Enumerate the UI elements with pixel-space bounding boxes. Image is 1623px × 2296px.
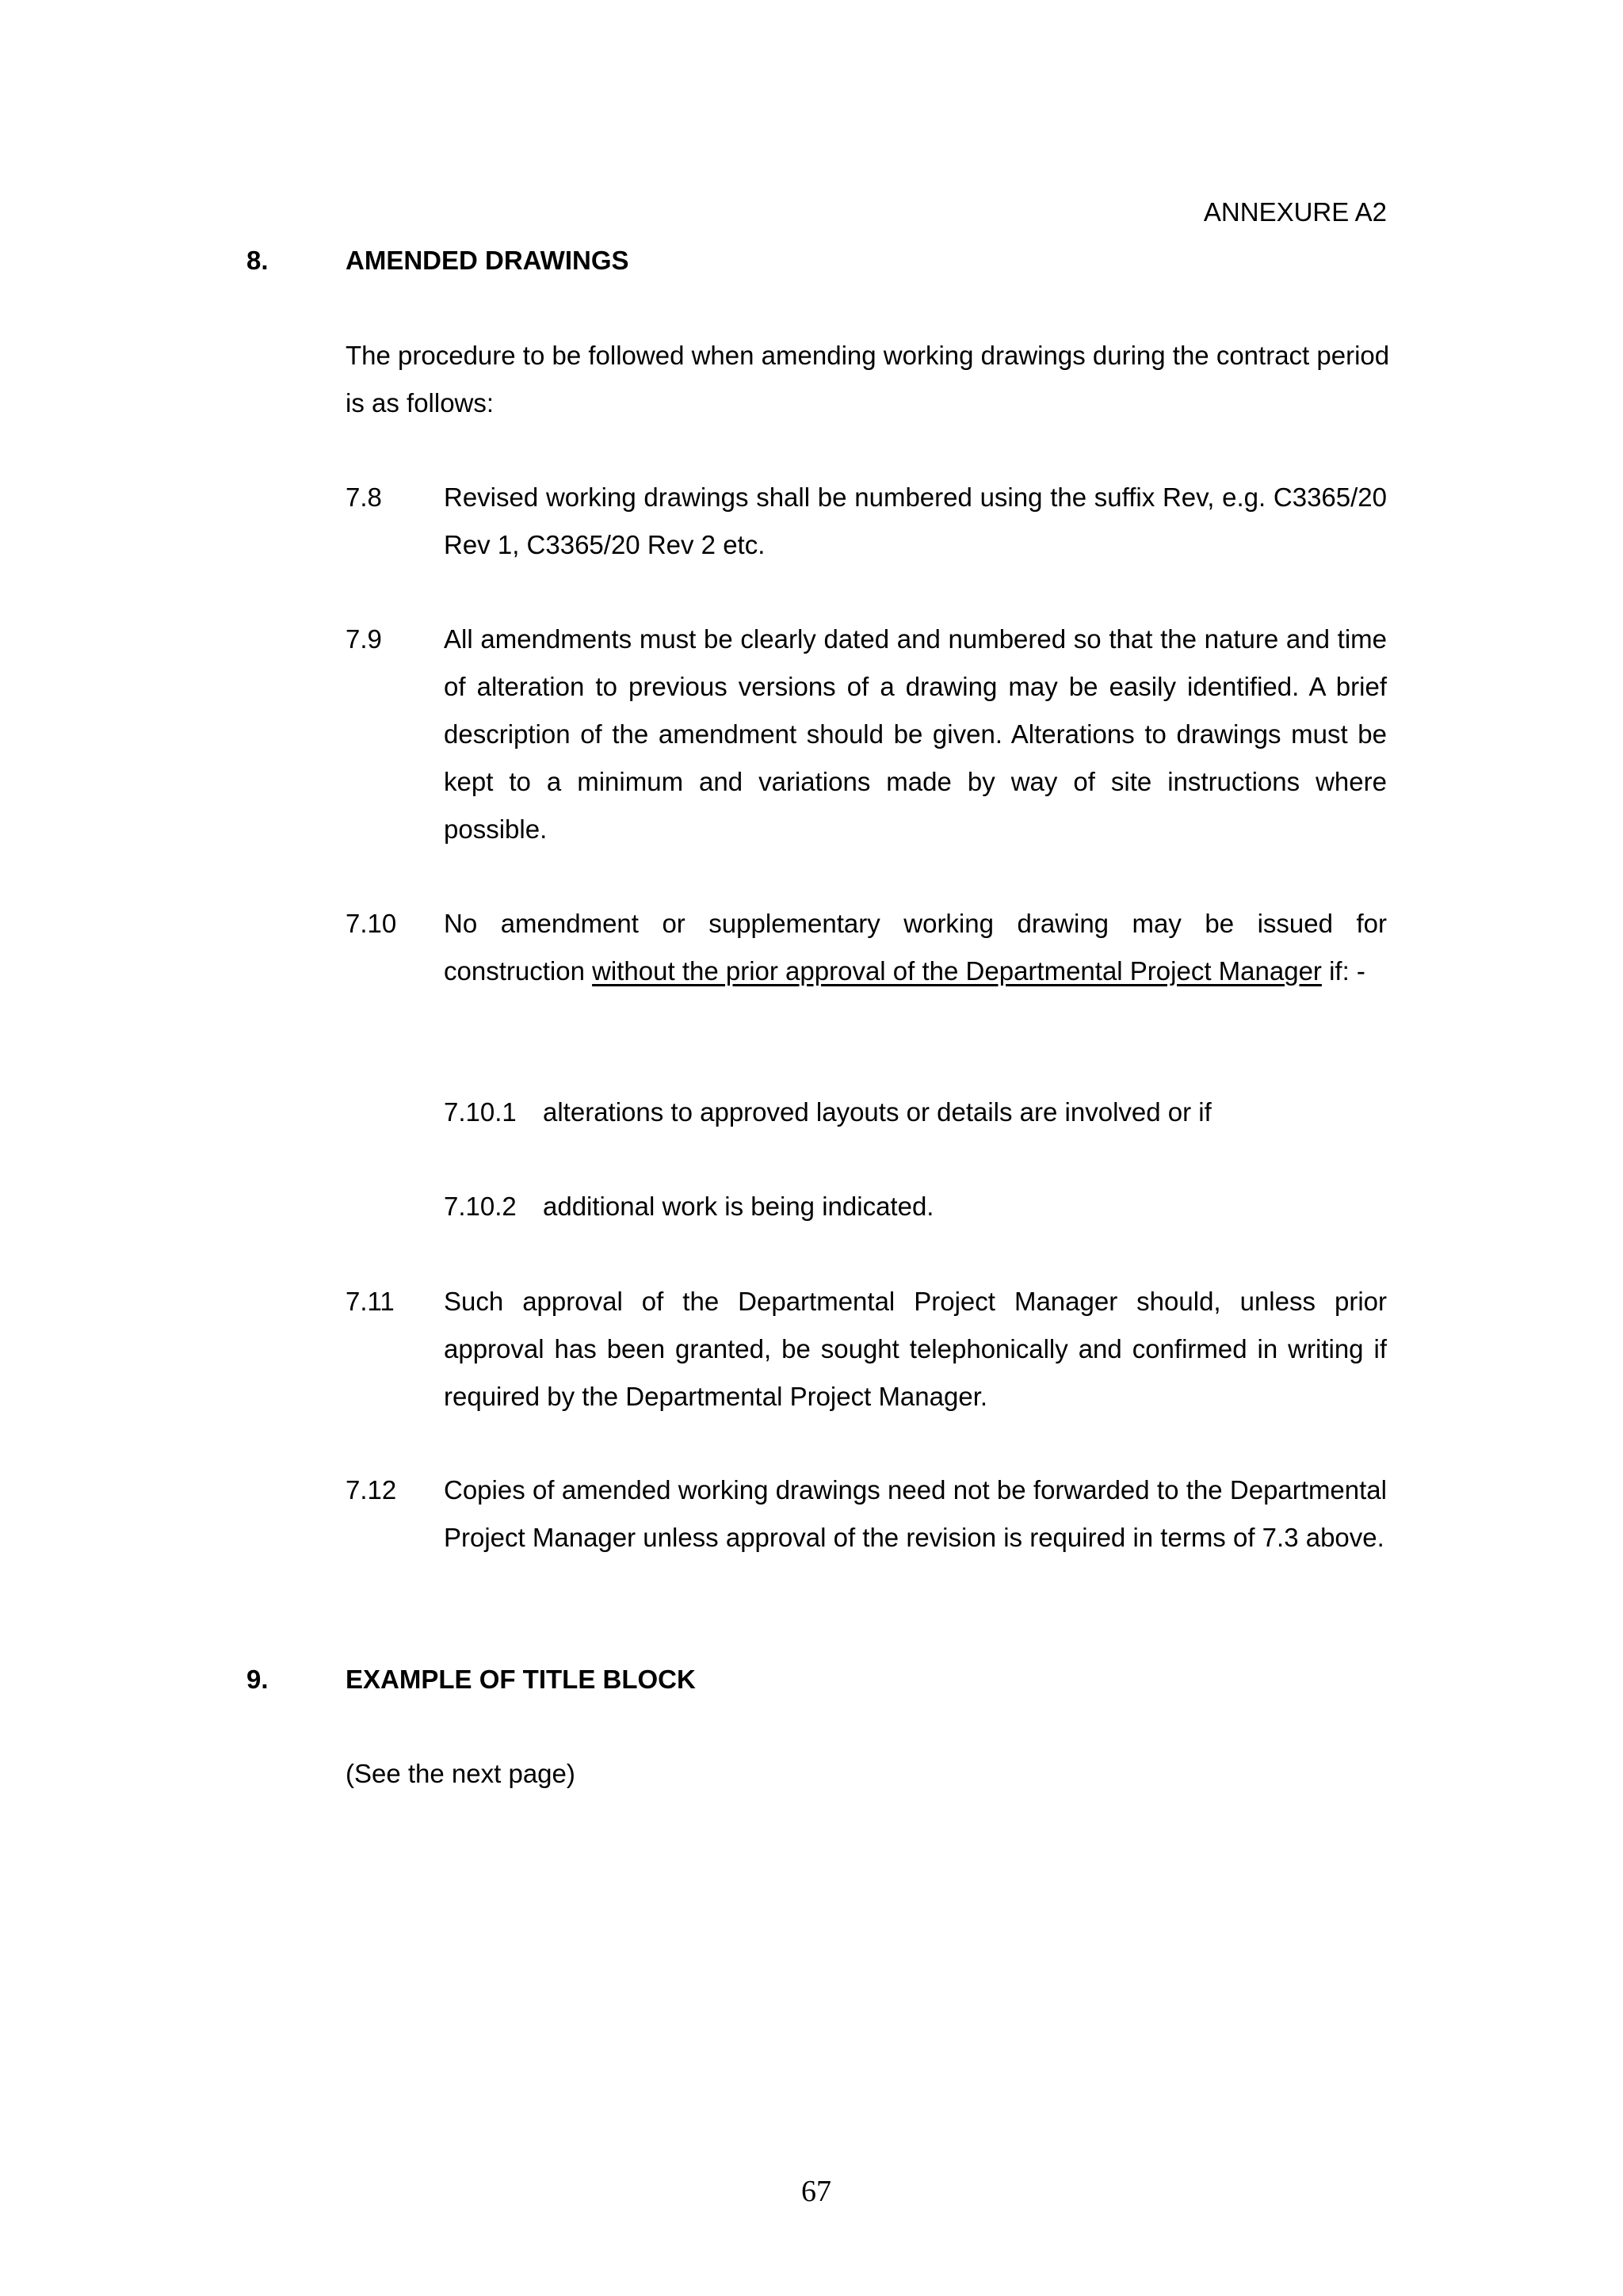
subitem-7-10-1-number: 7.10.1 [444, 1097, 517, 1127]
section-9-number: 9. [246, 1665, 269, 1694]
item-7-12-text: Copies of amended working drawings need not be forwarded to the Departmental Project Manager unless approval of the revision is required in terms of 7.3 above. [444, 1475, 1387, 1552]
item-7-11-text: Such approval of the Departmental Project Manager should, unless prior approval has been granted, be sought telephonically and confirmed in writing if required by the Departmental Project Manager. [444, 1287, 1387, 1411]
item-7-11-number: 7.11 [346, 1287, 395, 1316]
section-9-heading: EXAMPLE OF TITLE BLOCK [346, 1665, 696, 1694]
item-7-9-text: All amendments must be clearly dated and numbered so that the nature and time of alteration to previous versions of a drawing may be easily identified. A brief description of the amendment should be given. Alterations to drawings must be kept to a minimum and variations made by way of site instructions where possible. [444, 624, 1387, 844]
subitem-7-10-2-text: additional work is being indicated. [543, 1192, 934, 1221]
section-9-note: (See the next page) [346, 1759, 575, 1788]
item-7-8-text: Revised working drawings shall be numbered using the suffix Rev, e.g. C3365/20 Rev 1, C3365/20 Rev 2 etc. [444, 482, 1387, 559]
item-7-10-number: 7.10 [346, 909, 397, 938]
annexure-label: ANNEXURE A2 [1203, 197, 1387, 227]
item-7-10-text-before: No amendment or supplementary working drawing may be issued for construction [444, 909, 1387, 986]
subitem-7-10-1-text: alterations to approved layouts or details are involved or if [543, 1097, 1212, 1127]
item-7-9-number: 7.9 [346, 624, 382, 654]
item-7-12-number: 7.12 [346, 1475, 397, 1505]
subitem-7-10-2-number: 7.10.2 [444, 1192, 517, 1221]
item-7-10-text [444, 900, 1387, 995]
section-8-heading: AMENDED DRAWINGS [346, 246, 629, 275]
page-number: 67 [801, 2175, 831, 2208]
item-7-10-text-underlined: without the prior approval of the Departmental Project Manager [592, 956, 1322, 986]
section-8-number: 8. [246, 246, 269, 275]
item-7-10-text-after: if: - [1321, 956, 1365, 986]
item-7-8-number: 7.8 [346, 482, 382, 512]
section-8-intro: The procedure to be followed when amending working drawings during the contract period is as follows: [346, 341, 1390, 418]
